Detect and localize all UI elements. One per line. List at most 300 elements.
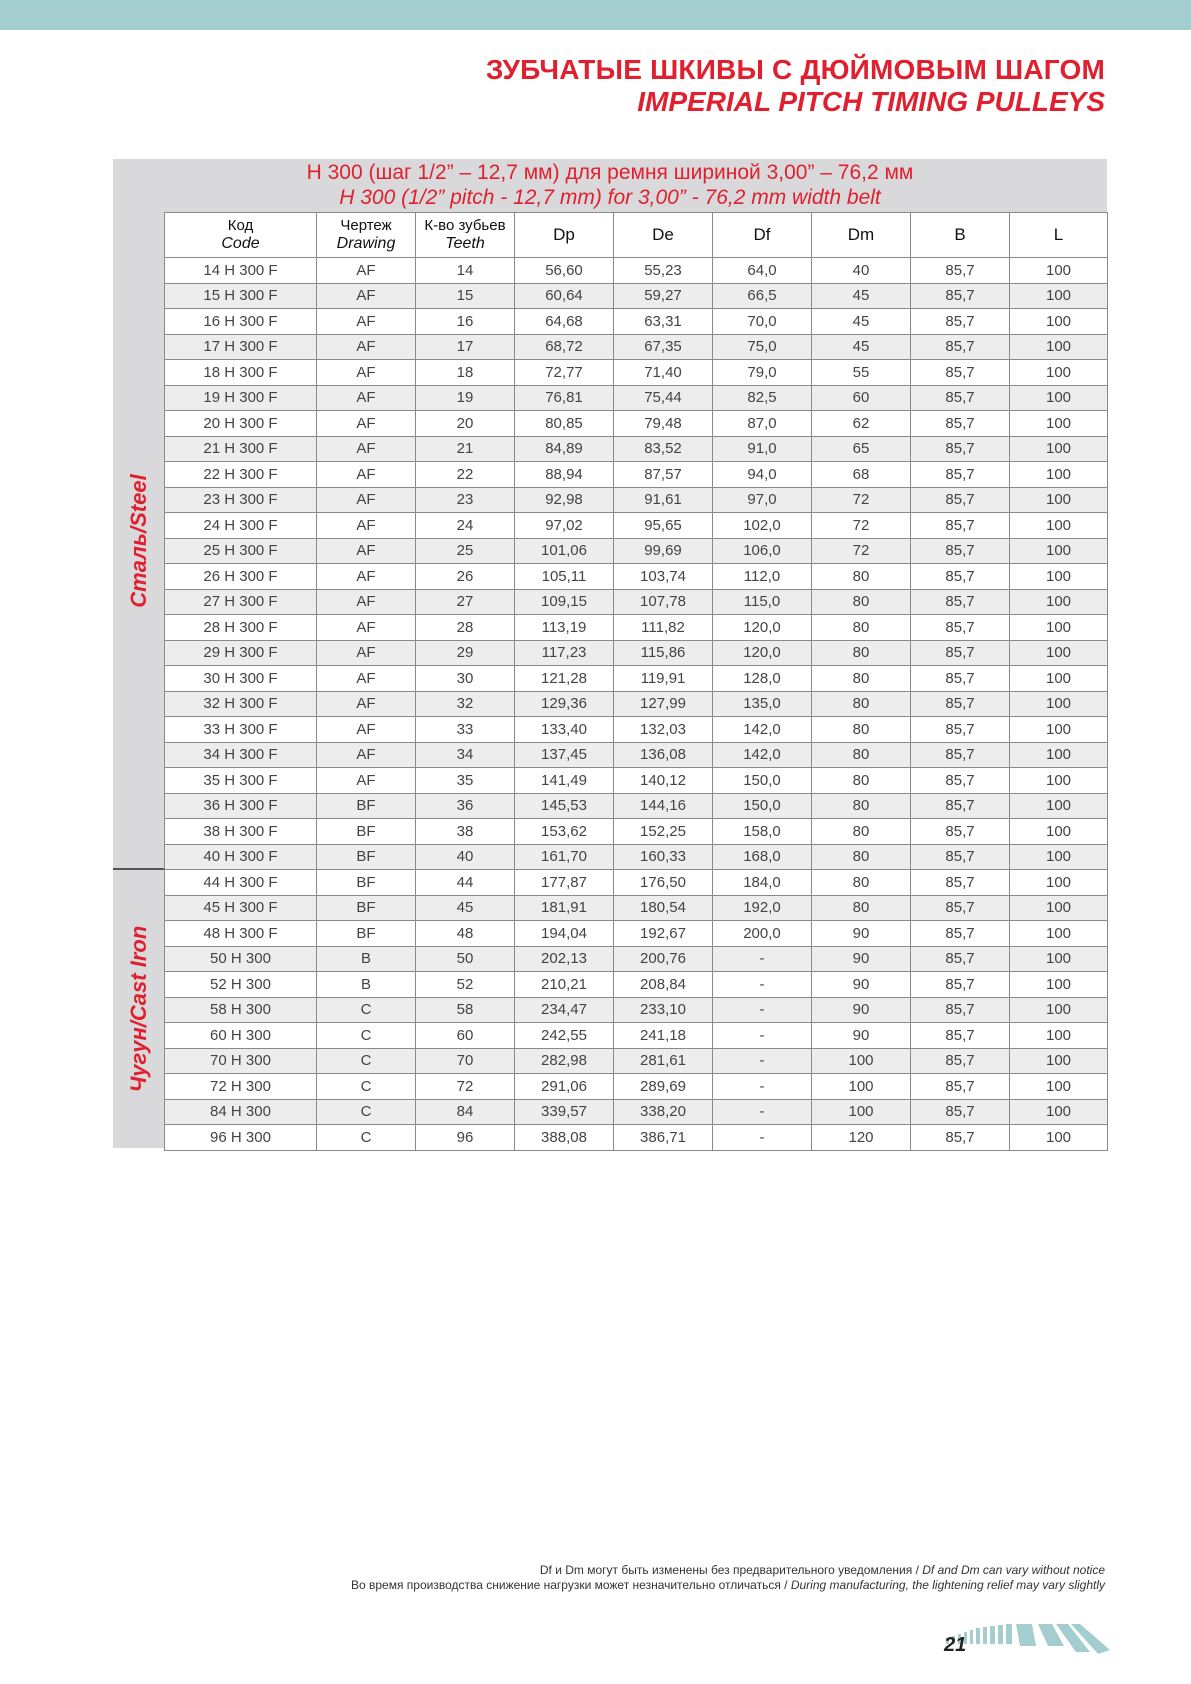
cell-teeth: 21 [416,436,515,462]
cell-code: 58 H 300 [165,997,317,1023]
cell-drawing: AF [317,385,416,411]
cell-dm: 100 [812,1048,911,1074]
cell-de: 95,65 [614,513,713,539]
cell-b: 85,7 [911,1074,1010,1100]
cell-dp: 129,36 [515,691,614,717]
table-row [165,589,1108,615]
cell-dm: 62 [812,411,911,437]
cell-dp: 117,23 [515,640,614,666]
cell-b: 85,7 [911,411,1010,437]
cell-dm: 80 [812,870,911,896]
cell-b: 85,7 [911,1023,1010,1049]
cell-teeth: 48 [416,921,515,947]
table-row [165,283,1108,309]
cell-de: 103,74 [614,564,713,590]
col-drawing [317,213,416,258]
col-code [165,213,317,258]
cell-drawing: C [317,1099,416,1125]
cell-dp: 133,40 [515,717,614,743]
cell-df: 150,0 [713,793,812,819]
cell-code: 15 H 300 F [165,283,317,309]
cell-df: 112,0 [713,564,812,590]
cell-df: - [713,1023,812,1049]
cell-l: 100 [1010,1023,1108,1049]
cell-de: 132,03 [614,717,713,743]
cell-dp: 177,87 [515,870,614,896]
cell-teeth: 40 [416,844,515,870]
cell-dp: 141,49 [515,768,614,794]
table-row [165,691,1108,717]
cell-code: 22 H 300 F [165,462,317,488]
cell-dm: 72 [812,487,911,513]
cell-dm: 80 [812,717,911,743]
cell-teeth: 38 [416,819,515,845]
cell-drawing: AF [317,334,416,360]
cell-de: 338,20 [614,1099,713,1125]
cell-l: 100 [1010,411,1108,437]
table-row [165,972,1108,998]
table-row [165,666,1108,692]
cell-df: 184,0 [713,870,812,896]
footnote-2-en: During manufacturing, the lightening relief may vary slightly [790,1578,1105,1592]
cell-dm: 90 [812,972,911,998]
cell-drawing: C [317,1074,416,1100]
cell-dp: 68,72 [515,334,614,360]
cell-teeth: 33 [416,717,515,743]
cell-teeth: 17 [416,334,515,360]
table-row [165,895,1108,921]
footnote-2-ru: Во время производства снижение нагрузки может незначительно отличаться / [350,1578,791,1592]
cell-dm: 90 [812,946,911,972]
cell-b: 85,7 [911,589,1010,615]
table-row [165,1125,1108,1151]
cell-drawing: BF [317,895,416,921]
cell-l: 100 [1010,742,1108,768]
table-row [165,334,1108,360]
cell-b: 85,7 [911,360,1010,386]
col-code-en: Code [221,235,260,252]
table-row [165,819,1108,845]
caption-ru: H 300 (шаг 1/2” – 12,7 мм) для ремня шириной 3,00” – 76,2 мм [306,161,914,184]
cell-drawing: AF [317,462,416,488]
table-row [165,436,1108,462]
cell-drawing: AF [317,564,416,590]
cell-l: 100 [1010,666,1108,692]
cell-df: 82,5 [713,385,812,411]
cell-dm: 80 [812,793,911,819]
cell-code: 52 H 300 [165,972,317,998]
title-ru: ЗУБЧАТЫЕ ШКИВЫ С ДЮЙМОВЫМ ШАГОМ [485,54,1105,85]
cell-b: 85,7 [911,870,1010,896]
top-color-band [0,0,1191,30]
cell-dm: 45 [812,283,911,309]
cell-l: 100 [1010,564,1108,590]
table-row [165,487,1108,513]
table-row [165,385,1108,411]
cell-dm: 55 [812,360,911,386]
cell-drawing: AF [317,258,416,284]
cell-de: 140,12 [614,768,713,794]
cell-drawing: AF [317,283,416,309]
cell-df: 94,0 [713,462,812,488]
cell-df: 106,0 [713,538,812,564]
table-caption [113,159,1107,212]
cell-teeth: 23 [416,487,515,513]
cell-b: 85,7 [911,691,1010,717]
table-row [165,844,1108,870]
cell-dp: 92,98 [515,487,614,513]
cell-b: 85,7 [911,640,1010,666]
cell-code: 32 H 300 F [165,691,317,717]
cell-drawing: AF [317,640,416,666]
grid-body [165,258,1108,1151]
cell-b: 85,7 [911,1099,1010,1125]
cell-dp: 388,08 [515,1125,614,1151]
cell-teeth: 34 [416,742,515,768]
cell-teeth: 19 [416,385,515,411]
cell-dp: 80,85 [515,411,614,437]
col-de-label: De [652,225,674,244]
cell-df: - [713,972,812,998]
cell-teeth: 84 [416,1099,515,1125]
cell-b: 85,7 [911,564,1010,590]
cell-l: 100 [1010,895,1108,921]
cell-drawing: AF [317,487,416,513]
cell-de: 79,48 [614,411,713,437]
cell-code: 20 H 300 F [165,411,317,437]
cell-b: 85,7 [911,895,1010,921]
cell-b: 85,7 [911,666,1010,692]
cell-code: 48 H 300 F [165,921,317,947]
cell-dp: 282,98 [515,1048,614,1074]
table-row [165,513,1108,539]
col-l [1010,213,1108,258]
cell-dp: 72,77 [515,360,614,386]
cell-dp: 194,04 [515,921,614,947]
cell-l: 100 [1010,334,1108,360]
group-cast-iron-panel [113,870,164,1148]
col-teeth [416,213,515,258]
table-row [165,1099,1108,1125]
cell-l: 100 [1010,538,1108,564]
cell-dm: 80 [812,640,911,666]
col-dp-label: Dp [553,225,575,244]
cell-code: 33 H 300 F [165,717,317,743]
cell-code: 44 H 300 F [165,870,317,896]
cell-l: 100 [1010,844,1108,870]
cell-l: 100 [1010,921,1108,947]
data-grid [164,212,1108,1151]
cell-drawing: B [317,946,416,972]
cell-code: 18 H 300 F [165,360,317,386]
cell-b: 85,7 [911,309,1010,335]
cell-drawing: AF [317,742,416,768]
cell-b: 85,7 [911,972,1010,998]
cell-dp: 64,68 [515,309,614,335]
cell-teeth: 45 [416,895,515,921]
cell-df: - [713,946,812,972]
cell-drawing: AF [317,589,416,615]
cell-drawing: AF [317,411,416,437]
cell-dm: 90 [812,921,911,947]
cell-de: 180,54 [614,895,713,921]
cell-df: 200,0 [713,921,812,947]
cell-l: 100 [1010,1125,1108,1151]
cell-teeth: 28 [416,615,515,641]
cell-de: 67,35 [614,334,713,360]
cell-dm: 100 [812,1074,911,1100]
cell-l: 100 [1010,360,1108,386]
cell-dp: 97,02 [515,513,614,539]
cell-dm: 72 [812,513,911,539]
cell-dp: 242,55 [515,1023,614,1049]
cell-l: 100 [1010,589,1108,615]
cell-teeth: 36 [416,793,515,819]
cell-dp: 210,21 [515,972,614,998]
footnote-1-ru: Df и Dm могут быть изменены без предварительного уведомления / [539,1563,923,1577]
cell-dm: 90 [812,1023,911,1049]
cell-df: 66,5 [713,283,812,309]
table-row [165,793,1108,819]
cell-drawing: AF [317,717,416,743]
group-steel-panel [113,212,164,869]
cell-l: 100 [1010,946,1108,972]
cell-drawing: AF [317,513,416,539]
cell-drawing: C [317,1048,416,1074]
cell-b: 85,7 [911,385,1010,411]
pulley-table [113,159,1107,1146]
cell-code: 35 H 300 F [165,768,317,794]
cell-dp: 56,60 [515,258,614,284]
table-row [165,258,1108,284]
cell-dm: 40 [812,258,911,284]
table-row [165,309,1108,335]
cell-l: 100 [1010,691,1108,717]
cell-de: 115,86 [614,640,713,666]
cell-b: 85,7 [911,487,1010,513]
cell-df: 97,0 [713,487,812,513]
cell-de: 176,50 [614,870,713,896]
cell-df: 150,0 [713,768,812,794]
cell-l: 100 [1010,513,1108,539]
col-dm [812,213,911,258]
cell-dp: 145,53 [515,793,614,819]
cell-code: 17 H 300 F [165,334,317,360]
cell-dp: 109,15 [515,589,614,615]
cell-l: 100 [1010,819,1108,845]
cell-teeth: 30 [416,666,515,692]
cell-drawing: C [317,1125,416,1151]
cell-code: 26 H 300 F [165,564,317,590]
cell-teeth: 25 [416,538,515,564]
footnote-1-en: Df and Dm can vary without notice [922,1563,1105,1577]
cell-de: 63,31 [614,309,713,335]
cell-dp: 101,06 [515,538,614,564]
cell-b: 85,7 [911,283,1010,309]
cell-teeth: 29 [416,640,515,666]
cell-teeth: 14 [416,258,515,284]
cell-df: 135,0 [713,691,812,717]
cell-l: 100 [1010,793,1108,819]
cell-teeth: 50 [416,946,515,972]
cell-l: 100 [1010,283,1108,309]
col-teeth-ru: К-во зубьев [424,217,506,234]
cell-drawing: AF [317,360,416,386]
cell-de: 160,33 [614,844,713,870]
cell-l: 100 [1010,1074,1108,1100]
cell-dp: 202,13 [515,946,614,972]
cell-b: 85,7 [911,436,1010,462]
cell-de: 386,71 [614,1125,713,1151]
col-code-ru: Код [227,217,254,234]
cell-teeth: 52 [416,972,515,998]
cell-teeth: 60 [416,1023,515,1049]
cell-df: 120,0 [713,615,812,641]
cell-de: 119,91 [614,666,713,692]
table-row [165,742,1108,768]
cell-l: 100 [1010,615,1108,641]
cell-drawing: C [317,1023,416,1049]
cell-b: 85,7 [911,742,1010,768]
cell-de: 71,40 [614,360,713,386]
table-row [165,615,1108,641]
table-row [165,870,1108,896]
cell-l: 100 [1010,436,1108,462]
table-row [165,946,1108,972]
cell-teeth: 27 [416,589,515,615]
cell-l: 100 [1010,258,1108,284]
cell-code: 29 H 300 F [165,640,317,666]
cell-drawing: BF [317,844,416,870]
cell-df: 87,0 [713,411,812,437]
cell-b: 85,7 [911,462,1010,488]
cell-code: 60 H 300 [165,1023,317,1049]
cell-dp: 105,11 [515,564,614,590]
cell-drawing: AF [317,666,416,692]
cell-drawing: BF [317,793,416,819]
cell-l: 100 [1010,640,1108,666]
cell-de: 75,44 [614,385,713,411]
cell-code: 19 H 300 F [165,385,317,411]
cell-df: 102,0 [713,513,812,539]
table-row [165,768,1108,794]
cell-b: 85,7 [911,258,1010,284]
cell-dp: 181,91 [515,895,614,921]
cell-teeth: 15 [416,283,515,309]
cell-teeth: 20 [416,411,515,437]
cell-drawing: AF [317,436,416,462]
cell-df: 79,0 [713,360,812,386]
table-row [165,360,1108,386]
footnote [351,1563,1105,1593]
cell-de: 59,27 [614,283,713,309]
cell-b: 85,7 [911,997,1010,1023]
cell-l: 100 [1010,768,1108,794]
table-row [165,1023,1108,1049]
cell-df: - [713,1074,812,1100]
footnote-line-1 [351,1563,1105,1578]
col-drawing-ru: Чертеж [340,217,392,234]
cell-df: - [713,997,812,1023]
cell-l: 100 [1010,462,1108,488]
cell-de: 91,61 [614,487,713,513]
cell-b: 85,7 [911,921,1010,947]
cell-de: 111,82 [614,615,713,641]
table-row [165,1048,1108,1074]
cell-dp: 60,64 [515,283,614,309]
cell-drawing: BF [317,870,416,896]
group-cast-iron-label: Чугун/Cast Iron [125,925,151,1093]
table-row [165,717,1108,743]
cell-dm: 80 [812,691,911,717]
cell-de: 83,52 [614,436,713,462]
cell-de: 87,57 [614,462,713,488]
cell-de: 200,76 [614,946,713,972]
cell-teeth: 35 [416,768,515,794]
cell-dp: 76,81 [515,385,614,411]
cell-dp: 161,70 [515,844,614,870]
cell-drawing: AF [317,768,416,794]
cell-dm: 80 [812,768,911,794]
cell-teeth: 18 [416,360,515,386]
table-row [165,1074,1108,1100]
cell-l: 100 [1010,309,1108,335]
cell-df: 91,0 [713,436,812,462]
cell-drawing: AF [317,309,416,335]
cell-b: 85,7 [911,946,1010,972]
cell-df: 120,0 [713,640,812,666]
col-b-label: B [954,225,966,244]
table-row [165,997,1108,1023]
cell-dp: 113,19 [515,615,614,641]
cell-l: 100 [1010,1048,1108,1074]
cell-de: 127,99 [614,691,713,717]
cell-code: 21 H 300 F [165,436,317,462]
cell-df: 115,0 [713,589,812,615]
cell-dm: 90 [812,997,911,1023]
cell-b: 85,7 [911,768,1010,794]
cell-dp: 121,28 [515,666,614,692]
cell-de: 233,10 [614,997,713,1023]
cell-dm: 65 [812,436,911,462]
col-df-label: Df [753,225,771,244]
cell-drawing: BF [317,819,416,845]
cell-df: - [713,1048,812,1074]
cell-dm: 80 [812,615,911,641]
cell-b: 85,7 [911,717,1010,743]
cell-dm: 80 [812,895,911,921]
table-row [165,564,1108,590]
cell-b: 85,7 [911,844,1010,870]
cell-de: 144,16 [614,793,713,819]
title-en: IMPERIAL PITCH TIMING PULLEYS [637,86,1105,117]
cell-de: 289,69 [614,1074,713,1100]
cell-df: 168,0 [713,844,812,870]
cell-drawing: AF [317,691,416,717]
cell-code: 24 H 300 F [165,513,317,539]
cell-dp: 153,62 [515,819,614,845]
cell-dm: 80 [812,589,911,615]
cell-dp: 137,45 [515,742,614,768]
header-row [165,213,1108,258]
cell-de: 55,23 [614,258,713,284]
cell-df: 70,0 [713,309,812,335]
cell-teeth: 26 [416,564,515,590]
cell-dm: 100 [812,1099,911,1125]
cell-teeth: 22 [416,462,515,488]
page-number: 21 [944,1634,967,1656]
col-drawing-en: Drawing [336,235,396,252]
